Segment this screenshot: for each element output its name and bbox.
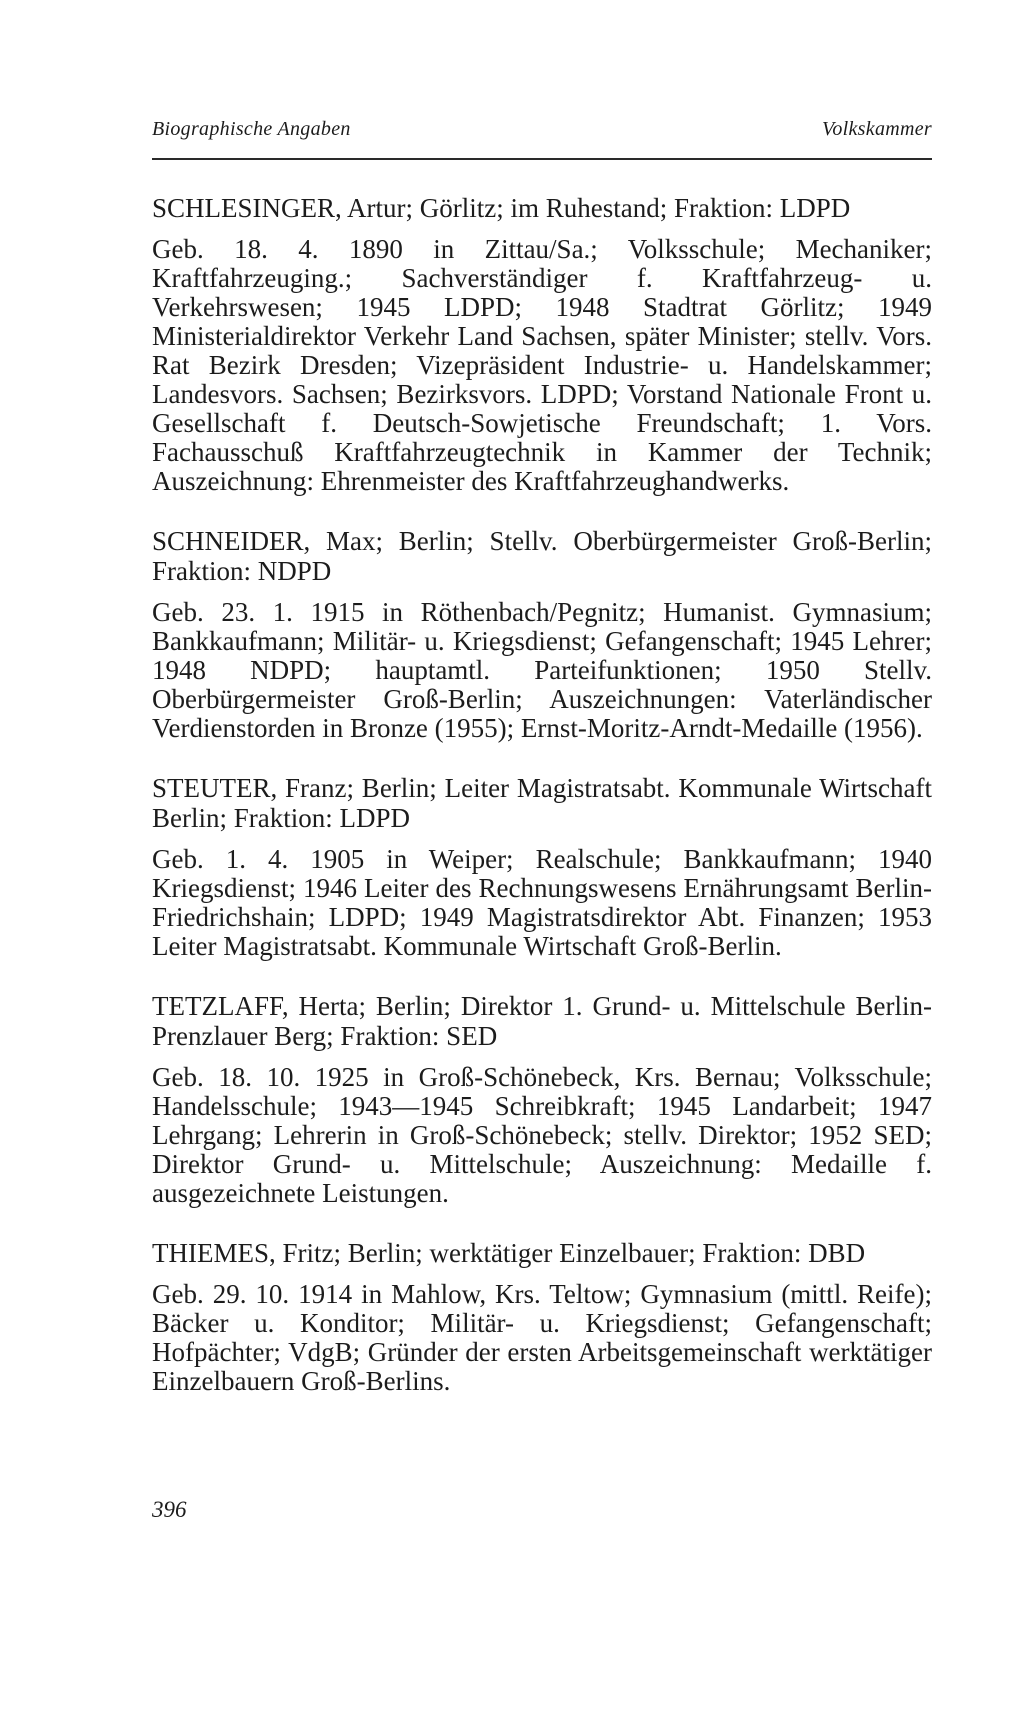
- entry-heading: TETZLAFF, Herta; Berlin; Direktor 1. Grund- u. Mittelschule Berlin-Prenzlauer Berg; Fraktion: SED: [152, 991, 932, 1051]
- running-head-left: Biographische Angaben: [152, 118, 351, 140]
- biography-entry-steuter: [152, 773, 932, 961]
- entry-body: Geb. 18. 4. 1890 in Zittau/Sa.; Volksschule; Mechaniker; Kraftfahrzeuging.; Sachverständiger f. Kraftfahrzeug- u. Verkehrswesen; 1945 LDPD; 1948 Stadtrat Görlitz; 1949 Ministerialdirektor Verkehr Land Sachsen, später Minister; stellv. Vors. Rat Bezirk Dresden; Vizepräsident Industrie- u. Handelskammer; Landesvors. Sachsen; Bezirksvors. LDPD; Vorstand Nationale Front u. Gesellschaft f. Deutsch-Sowjetische Freundschaft; 1. Vors. Fachausschuß Kraftfahrzeugtechnik in Kammer der Technik; Auszeichnung: Ehrenmeister des Kraftfahrzeughandwerks.: [152, 234, 932, 496]
- entry-heading: THIEMES, Fritz; Berlin; werktätiger Einzelbauer; Fraktion: DBD: [152, 1238, 866, 1268]
- biography-entry-schlesinger: [152, 193, 932, 496]
- biography-entry-schneider: [152, 526, 932, 743]
- biography-entry-tetzlaff: [152, 991, 932, 1208]
- running-head-right: Volkskammer: [822, 118, 932, 140]
- header-rule: [152, 158, 932, 160]
- entry-heading: STEUTER, Franz; Berlin; Leiter Magistratsabt. Kommunale Wirtschaft Berlin; Fraktion: LDPD: [152, 773, 932, 833]
- document-page: [152, 0, 932, 1718]
- running-head: [152, 118, 932, 148]
- entry-body: Geb. 1. 4. 1905 in Weiper; Realschule; Bankkaufmann; 1940 Kriegsdienst; 1946 Leiter des Rechnungswesens Ernährungsamt Berlin-Friedrichshain; LDPD; 1949 Magistratsdirektor Abt. Finanzen; 1953 Leiter Magistratsabt. Kommunale Wirtschaft Groß-Berlin.: [152, 844, 932, 961]
- biography-entries: [152, 193, 932, 1396]
- entry-body: Geb. 18. 10. 1925 in Groß-Schönebeck, Krs. Bernau; Volksschule; Handelsschule; 1943—1945 Schreibkraft; 1945 Landarbeit; 1947 Lehrgang; Lehrerin in Groß-Schönebeck; stellv. Direktor; 1952 SED; Direktor Grund- u. Mittelschule; Auszeichnung: Medaille f. ausgezeichnete Leistungen.: [152, 1062, 932, 1208]
- entry-heading: SCHNEIDER, Max; Berlin; Stellv. Oberbürgermeister Groß-Berlin; Fraktion: NDPD: [152, 526, 932, 586]
- biography-entry-thiemes: [152, 1238, 932, 1396]
- entry-body: Geb. 29. 10. 1914 in Mahlow, Krs. Teltow; Gymnasium (mittl. Reife); Bäcker u. Konditor; Militär- u. Kriegsdienst; Gefangenschaft; Hofpächter; VdgB; Gründer der ersten Arbeitsgemeinschaft werktätiger Einzelbauern Groß-Berlins.: [152, 1279, 932, 1396]
- page-number: 396: [152, 1497, 187, 1522]
- entry-heading: SCHLESINGER, Artur; Görlitz; im Ruhestand; Fraktion: LDPD: [152, 193, 851, 223]
- entry-body: Geb. 23. 1. 1915 in Röthenbach/Pegnitz; Humanist. Gymnasium; Bankkaufmann; Militär- u. Kriegsdienst; Gefangenschaft; 1945 Lehrer; 1948 NDPD; hauptamtl. Parteifunktionen; 1950 Stellv. Oberbürgermeister Groß-Berlin; Auszeichnungen: Vaterländischer Verdienstorden in Bronze (1955); Ernst-Moritz-Arndt-Medaille (1956).: [152, 597, 932, 743]
